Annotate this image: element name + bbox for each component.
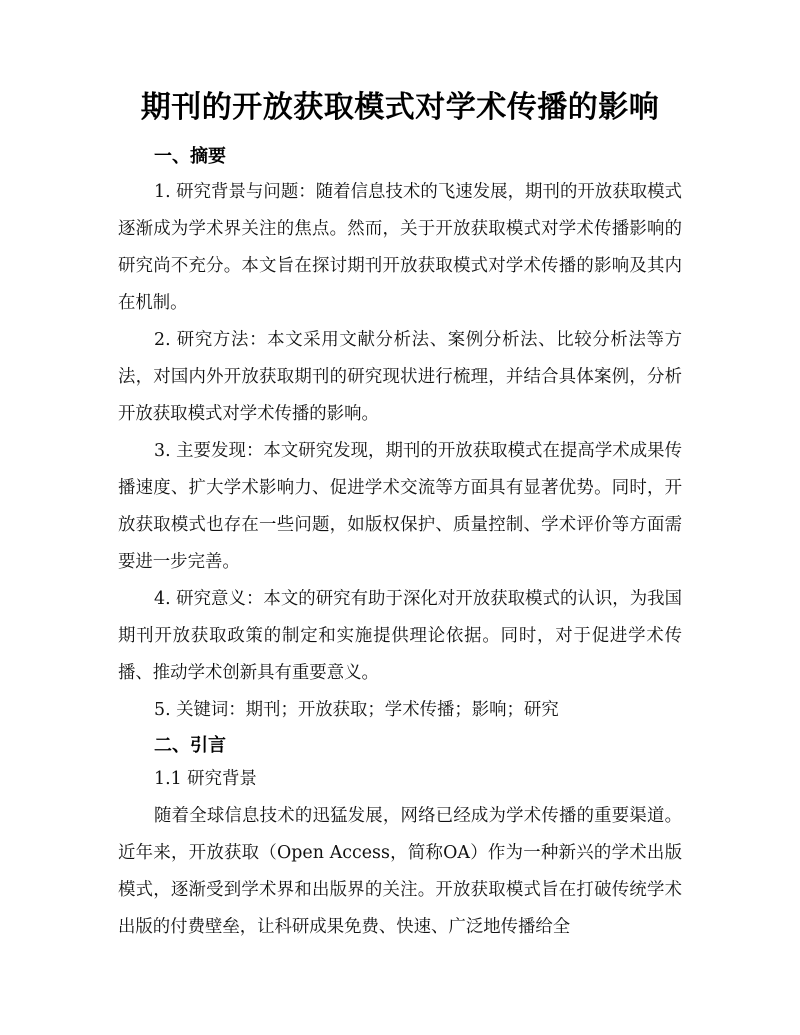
section-abstract: [118, 142, 682, 729]
section-introduction: [118, 731, 682, 946]
abstract-paragraph-methods: 2. 研究方法：本文采用文献分析法、案例分析法、比较分析法等方法，对国内外开放获取期刊的研究现状进行梳理，并结合具体案例，分析开放获取模式对学术传播的影响。: [118, 330, 682, 424]
section-heading-introduction: 二、引言: [154, 735, 226, 756]
introduction-paragraph: 随着全球信息技术的迅猛发展，网络已经成为学术传播的重要渠道。近年来，开放获取（Open Access，简称OA）作为一种新兴的学术出版模式，逐渐受到学术界和出版界的关注。开放获取模式旨在打破传统学术出版的付费壁垒，让科研成果免费、快速、广泛地传播给全: [118, 806, 682, 937]
document-title: 期刊的开放获取模式对学术传播的影响: [140, 90, 660, 125]
abstract-paragraph-findings: 3. 主要发现：本文研究发现，期刊的开放获取模式在提高学术成果传播速度、扩大学术影响力、促进学术交流等方面具有显著优势。同时，开放获取模式也存在一些问题，如版权保护、质量控制、学术评价等方面需要进一步完善。: [118, 441, 682, 572]
section-heading-abstract: 一、摘要: [154, 146, 226, 167]
abstract-paragraph-significance: 4. 研究意义：本文的研究有助于深化对开放获取模式的认识，为我国期刊开放获取政策的制定和实施提供理论依据。同时，对于促进学术传播、推动学术创新具有重要意义。: [118, 589, 682, 683]
abstract-paragraph-background: 1. 研究背景与问题：随着信息技术的飞速发展，期刊的开放获取模式逐渐成为学术界关注的焦点。然而，关于开放获取模式对学术传播影响的研究尚不充分。本文旨在探讨期刊开放获取模式对学术传播的影响及其内在机制。: [118, 182, 682, 313]
subsection-heading-background: 1.1 研究背景: [154, 769, 257, 789]
abstract-paragraph-keywords: 5. 关键词：期刊；开放获取；学术传播；影响；研究: [154, 700, 559, 720]
